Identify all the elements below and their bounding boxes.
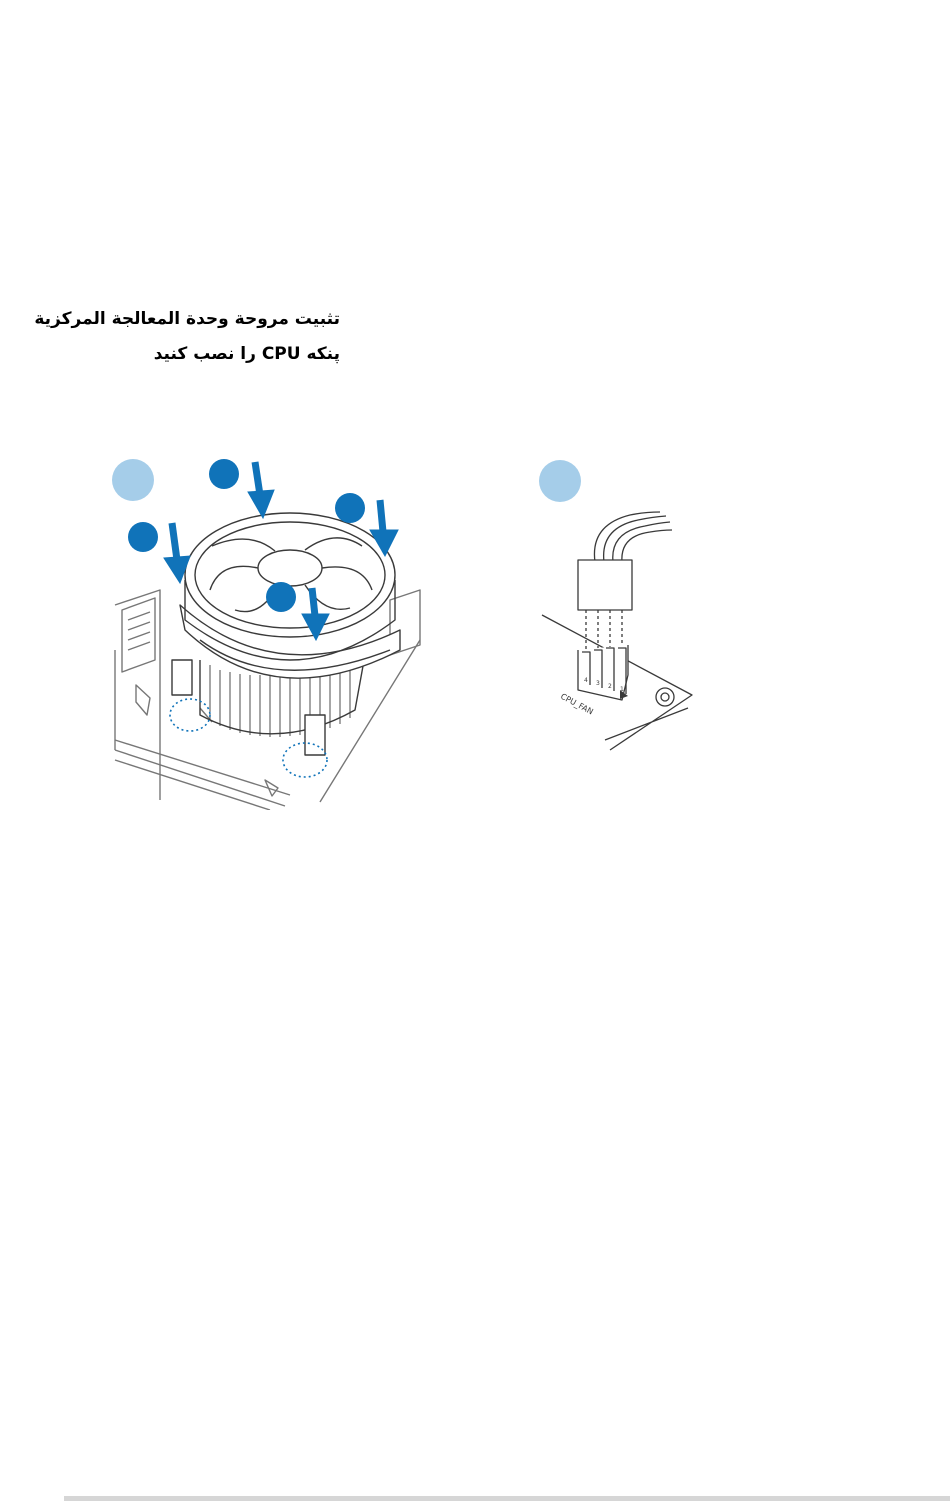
arrow-down-icon (248, 462, 274, 518)
step-dot (266, 582, 296, 612)
step-dot (209, 459, 239, 489)
step-circle-light (539, 460, 581, 502)
section-heading-arabic: تثبيت مروحة وحدة المعالجة المركزية (34, 309, 340, 329)
footer-rule (64, 1496, 950, 1501)
step-dot (335, 493, 365, 523)
cooler-install-illustration (100, 450, 440, 810)
pin-number: 1 (620, 686, 624, 693)
pin-number: 2 (608, 683, 612, 690)
pin-number: 4 (584, 677, 588, 684)
section-heading-persian: پنکه CPU را نصب کنید (153, 344, 340, 364)
pin-number: 3 (596, 680, 600, 687)
step-circle-light (112, 459, 154, 501)
cpu-fan-connector-illustration (520, 450, 720, 760)
connector-label: CPU_FAN (559, 691, 595, 717)
step-dot (128, 522, 158, 552)
